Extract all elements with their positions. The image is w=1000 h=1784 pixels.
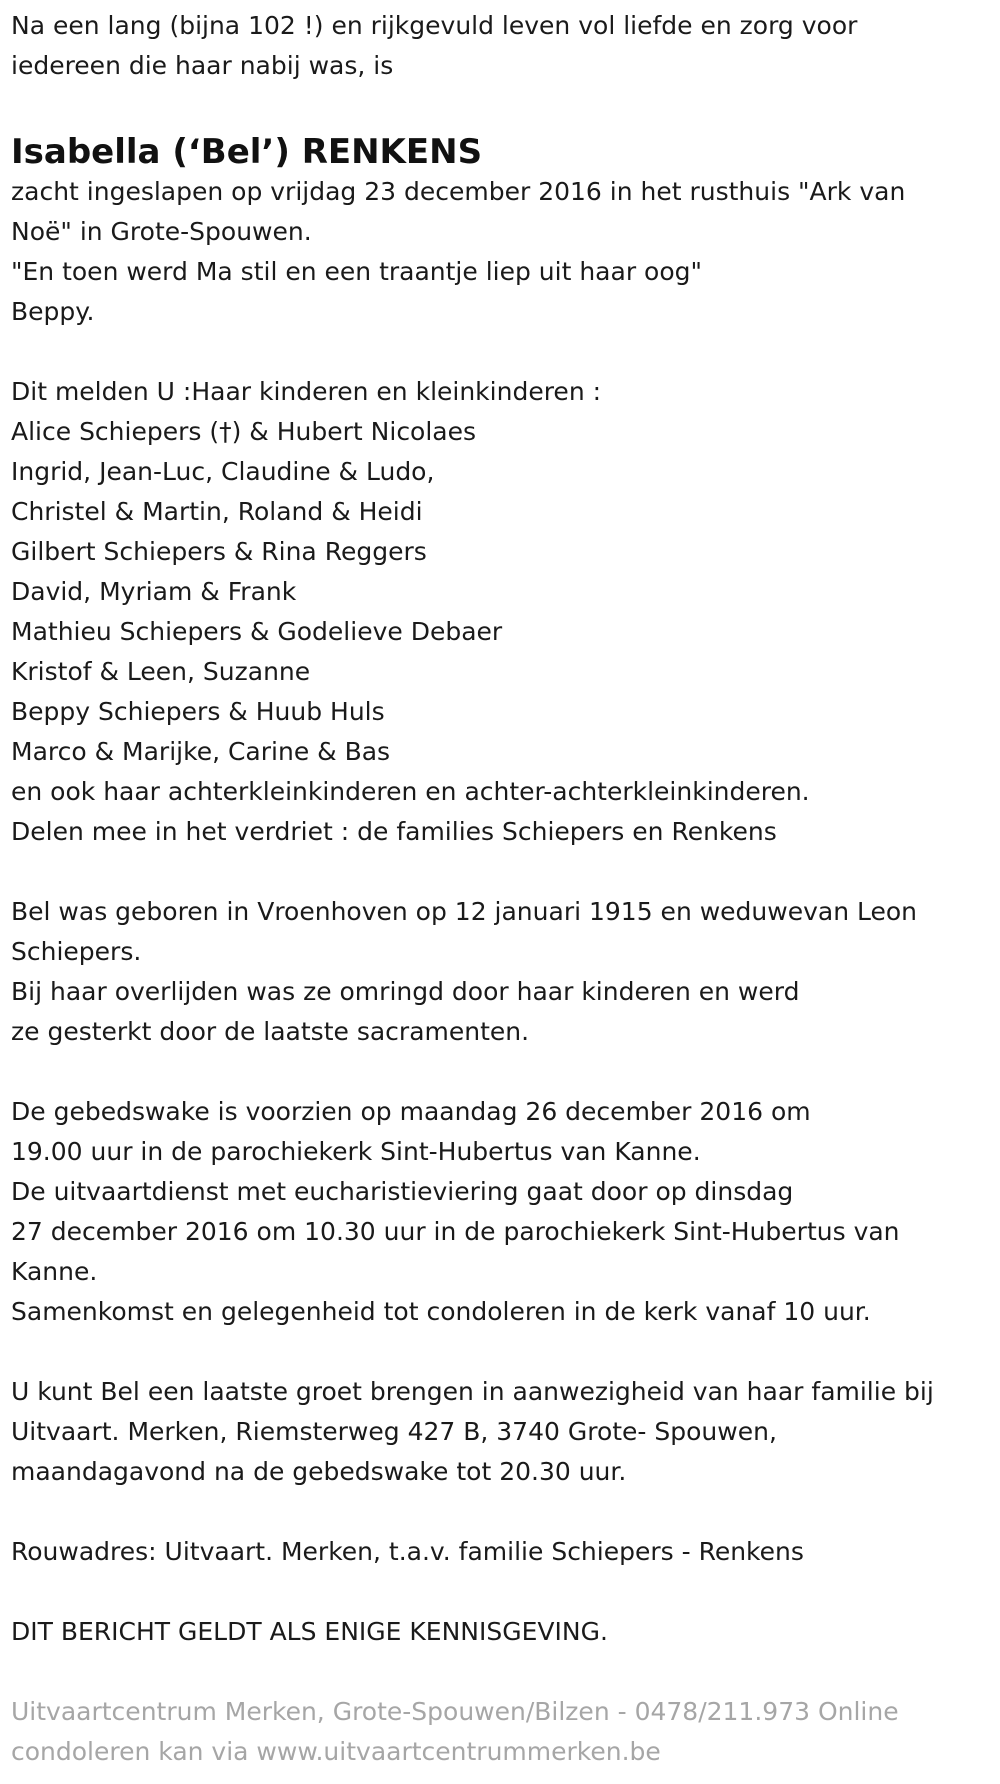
footer	[11, 1692, 1000, 1772]
family-line: Christel & Martin, Roland & Heidi	[11, 497, 423, 526]
family-line: Ingrid, Jean-Luc, Claudine & Ludo,	[11, 457, 435, 486]
birth-line: Schiepers.	[11, 937, 142, 966]
intro-line: Na een lang (bijna 102 !) en rijkgevuld leven vol liefde en zorg voor	[11, 11, 858, 40]
spacer	[11, 1052, 1000, 1092]
spacer	[11, 1332, 1000, 1372]
family-line: Kristof & Leen, Suzanne	[11, 657, 311, 686]
ceremony-line: 27 december 2016 om 10.30 uur in de parochiekerk Sint-Hubertus van	[11, 1217, 900, 1246]
paragraph-line: "En toen werd Ma stil en een traantje liep uit haar oog"	[11, 257, 703, 286]
birth-paragraph	[11, 892, 1000, 1052]
intro-line: iedereen die haar nabij was, is	[11, 51, 394, 80]
visit-line: U kunt Bel een laatste groet brengen in aanwezigheid van haar familie bij	[11, 1377, 934, 1406]
mourning-address: Rouwadres: Uitvaart. Merken, t.a.v. familie Schiepers - Renkens	[11, 1537, 804, 1566]
spacer	[11, 852, 1000, 892]
ceremony-line: Samenkomst en gelegenheid tot condoleren in de kerk vanaf 10 uur.	[11, 1297, 871, 1326]
visit-line: Uitvaart. Merken, Riemsterweg 427 B, 3740 Grote- Spouwen,	[11, 1417, 777, 1446]
family-line: Beppy Schiepers & Huub Huls	[11, 697, 385, 726]
ceremony-line: 19.00 uur in de parochiekerk Sint-Hubertus van Kanne.	[11, 1137, 701, 1166]
visit-line: maandagavond na de gebedswake tot 20.30 uur.	[11, 1457, 627, 1486]
deceased-name: Isabella (‘Bel’) RENKENS	[11, 132, 483, 172]
spacer	[11, 332, 1000, 372]
family-line: Mathieu Schiepers & Godelieve Debaer	[11, 617, 503, 646]
ceremony-line: De gebedswake is voorzien op maandag 26 december 2016 om	[11, 1097, 811, 1126]
family-list	[11, 372, 1000, 852]
spacer	[11, 1492, 1000, 1532]
visit-paragraph	[11, 1372, 1000, 1492]
spacer	[11, 1572, 1000, 1612]
passing-paragraph	[11, 172, 1000, 332]
birth-line: ze gesterkt door de laatste sacramenten.	[11, 1017, 530, 1046]
family-line: David, Myriam & Frank	[11, 577, 297, 606]
family-line: Gilbert Schiepers & Rina Reggers	[11, 537, 427, 566]
family-line: en ook haar achterkleinkinderen en achter-achterkleinkinderen.	[11, 777, 810, 806]
paragraph-line: zacht ingeslapen op vrijdag 23 december 2016 in het rusthuis "Ark van	[11, 177, 906, 206]
intro-block	[11, 0, 1000, 86]
spacer	[11, 1652, 1000, 1692]
ceremony-line: Kanne.	[11, 1257, 98, 1286]
footer-line: Uitvaartcentrum Merken, Grote-Spouwen/Bilzen - 0478/211.973 Online	[11, 1697, 899, 1726]
ceremony-line: De uitvaartdienst met eucharistieviering gaat door op dinsdag	[11, 1177, 794, 1206]
family-line: Alice Schiepers (†) & Hubert Nicolaes	[11, 417, 477, 446]
family-line: Marco & Marijke, Carine & Bas	[11, 737, 391, 766]
footer-line: condoleren kan via www.uitvaartcentrummerken.be	[11, 1737, 661, 1766]
notice-text: DIT BERICHT GELDT ALS ENIGE KENNISGEVING.	[11, 1617, 608, 1646]
birth-line: Bij haar overlijden was ze omringd door haar kinderen en werd	[11, 977, 800, 1006]
family-line: Delen mee in het verdriet : de families Schiepers en Renkens	[11, 817, 777, 846]
ceremony-paragraph	[11, 1092, 1000, 1332]
family-line: Dit melden U :Haar kinderen en kleinkinderen :	[11, 377, 602, 406]
birth-line: Bel was geboren in Vroenhoven op 12 januari 1915 en weduwevan Leon	[11, 897, 918, 926]
paragraph-line: Noë" in Grote-Spouwen.	[11, 217, 312, 246]
paragraph-line: Beppy.	[11, 297, 95, 326]
